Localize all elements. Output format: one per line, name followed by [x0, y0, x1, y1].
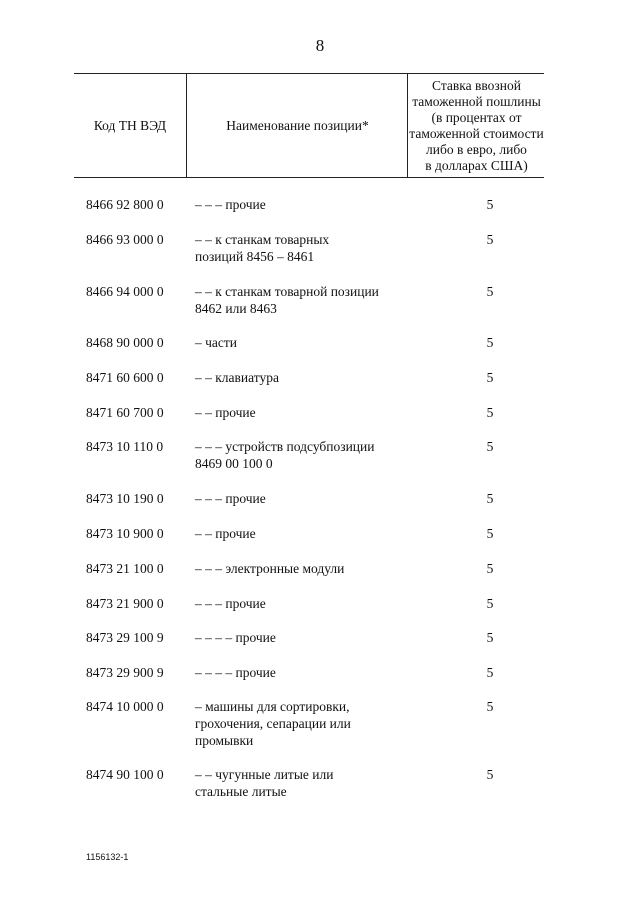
row-code: 8473 29 100 9: [86, 630, 164, 645]
row-code: 8466 93 000 0: [86, 232, 164, 247]
table-row: [0, 698, 640, 766]
row-name: – – – прочие: [195, 491, 266, 506]
row-rate: 5: [486, 767, 494, 782]
row-code: 8474 10 000 0: [86, 699, 164, 714]
table-row: [0, 490, 640, 525]
row-rate: 5: [486, 665, 494, 680]
row-name: – части: [195, 335, 238, 350]
row-rate: 5: [486, 699, 494, 714]
row-code: 8473 21 900 0: [86, 596, 164, 611]
header-code: Код ТН ВЭД: [93, 117, 167, 133]
table-row: [0, 334, 640, 369]
row-code: 8473 29 900 9: [86, 665, 164, 680]
row-rate: 5: [486, 335, 494, 350]
row-rate: 5: [486, 405, 494, 420]
table-header: [74, 73, 544, 178]
table-body: [0, 196, 640, 806]
row-name: – – прочие: [195, 526, 256, 541]
row-name: – – – – прочие: [195, 665, 276, 680]
row-rate: 5: [486, 526, 494, 541]
row-code: 8473 10 190 0: [86, 491, 164, 506]
row-name: – машины для сортировки, грохочения, сепарации или промывки: [195, 699, 351, 748]
row-name: – – прочие: [195, 405, 256, 420]
row-name: – – к станкам товарных позиций 8456 – 8461: [195, 232, 330, 264]
table-row: [0, 196, 640, 231]
document-code: 1156132-1: [86, 852, 129, 862]
row-rate: 5: [486, 439, 494, 454]
table-row: [0, 231, 640, 283]
row-rate: 5: [486, 561, 494, 576]
row-name: – – – устройств подсубпозиции 8469 00 100 0: [195, 439, 375, 471]
table-row: [0, 369, 640, 404]
header-name: Наименование позиции*: [186, 74, 408, 177]
table-row: [0, 595, 640, 629]
table-row: [0, 525, 640, 560]
row-name: – – чугунные литые или стальные литые: [195, 767, 334, 799]
row-code: 8473 10 110 0: [86, 439, 164, 454]
row-name: – – – электронные модули: [195, 561, 345, 576]
row-rate: 5: [486, 284, 494, 299]
row-name: – – – – прочие: [195, 630, 276, 645]
table-row: [0, 404, 640, 438]
row-rate: 5: [486, 232, 494, 247]
table-row: [0, 438, 640, 490]
row-code: 8471 60 700 0: [86, 405, 164, 420]
row-name: – – – прочие: [195, 197, 266, 212]
table-row: [0, 560, 640, 595]
row-name: – – – прочие: [195, 596, 266, 611]
header-rate: Ставка ввозной таможенной пошлины (в процентах от таможенной стоимости либо в евро, либо в долларах США): [407, 74, 545, 177]
table-row: [0, 629, 640, 664]
row-name: – – к станкам товарной позиции 8462 или 8463: [195, 284, 379, 316]
row-name: – – клавиатура: [195, 370, 279, 385]
row-code: 8468 90 000 0: [86, 335, 164, 350]
row-rate: 5: [486, 197, 494, 212]
table-row: [0, 283, 640, 334]
table-row: [0, 766, 640, 806]
row-rate: 5: [486, 630, 494, 645]
row-rate: 5: [486, 370, 494, 385]
row-code: 8466 94 000 0: [86, 284, 164, 299]
row-code: 8466 92 800 0: [86, 197, 164, 212]
row-code: 8474 90 100 0: [86, 767, 164, 782]
row-rate: 5: [486, 596, 494, 611]
table-row: [0, 664, 640, 698]
row-rate: 5: [486, 491, 494, 506]
page-number: 8: [315, 36, 325, 55]
row-code: 8473 10 900 0: [86, 526, 164, 541]
row-code: 8473 21 100 0: [86, 561, 164, 576]
row-code: 8471 60 600 0: [86, 370, 164, 385]
